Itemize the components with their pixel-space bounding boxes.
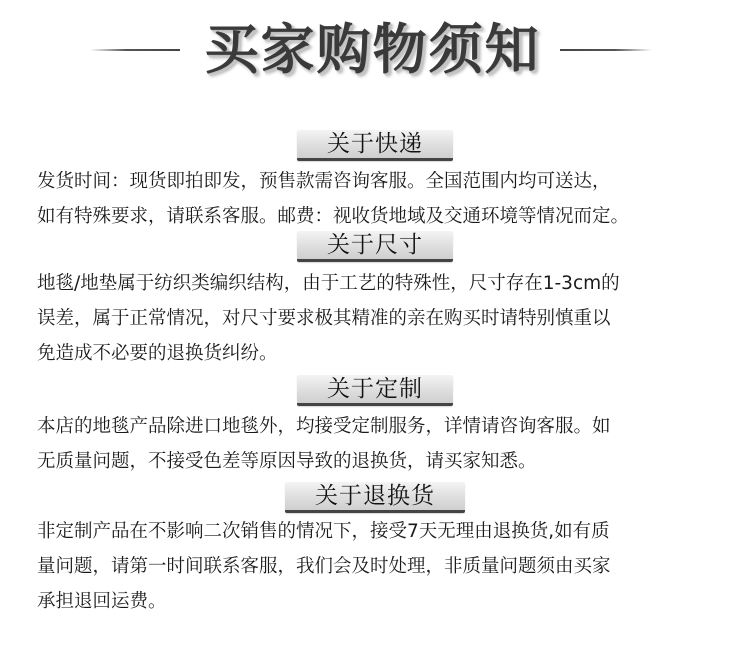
title-divider-right — [560, 49, 652, 51]
section-heading-size: 关于尺寸 — [297, 231, 453, 262]
text-line: 如有特殊要求，请联系客服。邮费：视收货地域及交通环境等情况而定。 — [37, 206, 630, 227]
text-line: 非定制产品在不影响二次销售的情况下，接受7天无理由退换货,如有质 — [37, 521, 610, 542]
section-heading-returns: 关于退换货 — [285, 482, 465, 513]
section-body-shipping — [37, 164, 727, 234]
title-divider-left — [90, 49, 180, 51]
text-line: 发货时间：现货即拍即发，预售款需咨询客服。全国范围内均可送达， — [37, 171, 611, 192]
section-body-custom — [37, 409, 727, 479]
section-heading-shipping: 关于快递 — [297, 130, 453, 161]
text-line: 本店的地毯产品除进口地毯外，均接受定制服务，详情请咨询客服。如 — [37, 416, 611, 437]
page-title: 买家购物须知 — [204, 18, 541, 81]
text-line: 免造成不必要的退换货纠纷。 — [37, 343, 278, 364]
text-line: 地毯/地垫属于纺织类编织结构，由于工艺的特殊性，尺寸存在1-3cm的 — [37, 273, 620, 294]
page-header — [0, 0, 750, 110]
text-line: 承担退回运费。 — [37, 591, 167, 612]
section-body-returns — [37, 514, 727, 619]
text-line: 量问题，请第一时间联系客服，我们会及时处理，非质量问题须由买家 — [37, 556, 611, 577]
text-line: 误差，属于正常情况，对尺寸要求极其精准的亲在购买时请特别慎重以 — [37, 308, 611, 329]
text-line: 无质量问题，不接受色差等原因导致的退换货，请买家知悉。 — [37, 451, 537, 472]
section-heading-custom: 关于定制 — [297, 375, 453, 406]
section-body-size — [37, 266, 727, 371]
